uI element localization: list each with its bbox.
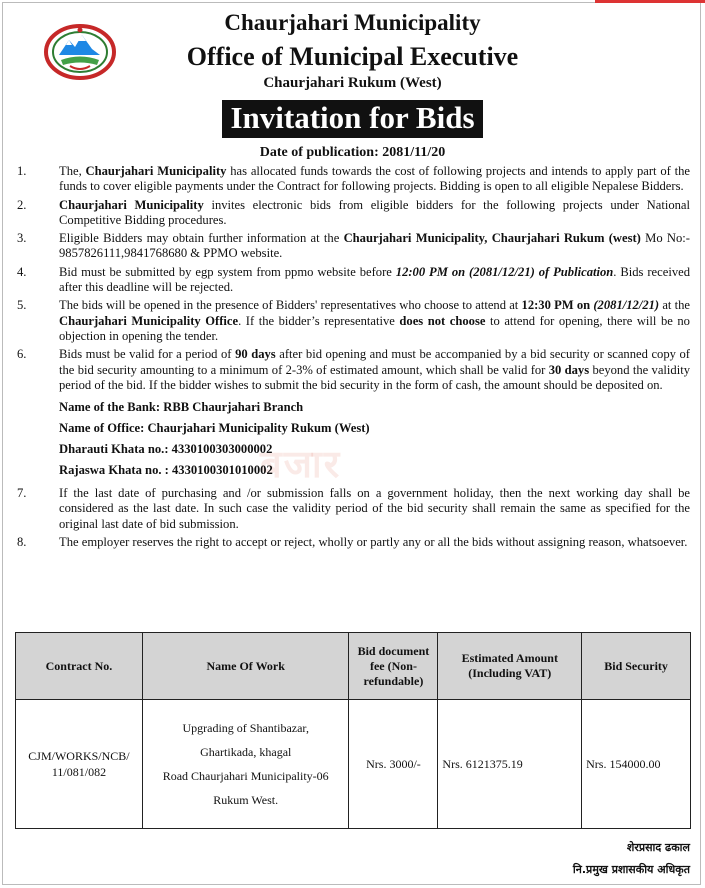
- item-bold-text: 90 days: [235, 347, 276, 362]
- bid-table: [15, 632, 691, 829]
- bank-name: Name of the Bank: RBB Chaurjahari Branch: [59, 400, 304, 415]
- item-bold-text: does not choose: [399, 313, 486, 328]
- office-name: Office of Municipal Executive: [186, 42, 519, 71]
- cell-contract-no: CJM/WORKS/NCB/ 11/081/082: [16, 700, 143, 829]
- item-number: 7.: [17, 486, 27, 501]
- item-text: has allocated funds towards the cost of following projects and intends to apply part of the funds to cover eligible payments under the Contract for following projects. Bidding is open to all eligible Nepalese Bidders.: [59, 164, 690, 194]
- item-number: 1.: [17, 164, 27, 178]
- cell-name-of-work: [142, 700, 349, 829]
- work-line: Upgrading of Shantibazar,: [182, 721, 309, 735]
- list-item: [0, 486, 705, 532]
- cell-bid-security: Nrs. 154000.00: [582, 700, 691, 829]
- banner-wrap: [0, 100, 705, 138]
- list-item: [0, 347, 705, 393]
- invitation-banner: Invitation for Bids: [222, 100, 482, 138]
- office-location: Chaurjahari Rukum (West): [263, 75, 442, 91]
- item-text: after bid opening and must be accompanied by a bid security or scanned copy of the bid security amounting to a minimum of 2-3% of estimated amount, which shall be valid for: [59, 347, 690, 377]
- item-text: invites electronic bids from eligible bidders for the following projects under National Competitive Bidding procedures.: [59, 197, 690, 227]
- work-line: Rukum West.: [213, 793, 279, 807]
- item-text: . Bids received after this deadline will be rejected.: [59, 264, 690, 295]
- item-bold-text: Chaurjahari Municipality: [85, 164, 227, 178]
- item-number: 2.: [17, 197, 27, 212]
- item-bold-text: 12:30 PM on: [521, 298, 594, 313]
- item-text: Bid must be submitted by egp system from ppmo website before: [59, 264, 396, 279]
- item-text: The,: [59, 164, 86, 178]
- item-number: 8.: [17, 535, 27, 550]
- item-text: . If the bidder’s representative: [238, 313, 400, 328]
- item-text: Eligible Bidders may obtain further information at the: [59, 231, 344, 246]
- th-contract-no: Contract No.: [16, 633, 143, 700]
- item-number: 3.: [17, 231, 27, 246]
- item-bold-text: Chaurjahari Municipality, Chaurjahari Rukum (west): [343, 231, 641, 246]
- table-header-row: [16, 633, 691, 700]
- item-text: The employer reserves the right to accept or reject, wholly or partly any or all the bids without assigning reason, whatsoever.: [59, 535, 688, 550]
- notice-items: [0, 164, 705, 553]
- item-text: to attend for opening, there will be no objection in opening the tender.: [59, 313, 690, 343]
- list-item: [0, 265, 705, 296]
- corner-mark: [595, 0, 705, 3]
- work-line: Road Chaurjahari Municipality-06: [162, 769, 329, 783]
- item-text: at the: [659, 298, 690, 313]
- dharauti-account: Dharauti Khata no.: 4330100303000002: [59, 442, 273, 457]
- list-item: [0, 164, 705, 195]
- cell-estimated-amount: Nrs. 6121375.19: [438, 700, 582, 829]
- th-estimated-amount: Estimated Amount (Including VAT): [438, 633, 582, 700]
- item-text: If the last date of purchasing and /or submission falls on a government holiday, then the next working day shall be considered as the last date. In such case the validity period of the bid security shall remain the same as specified for the original last date of bid submission.: [59, 486, 690, 531]
- item-number: 6.: [17, 347, 27, 362]
- items-main: [0, 164, 705, 393]
- item-bold-text: Chaurjahari Municipality: [59, 197, 204, 212]
- list-item: [0, 198, 705, 229]
- watermark: बजार: [260, 442, 342, 486]
- table-row: [16, 700, 691, 829]
- list-item: [0, 298, 705, 344]
- item-text: beyond the validity period of the bid. If the bidder wishes to submit the bid security in the form of cash, the amount should be deposited on.: [59, 362, 691, 392]
- th-bid-security: Bid Security: [582, 633, 691, 700]
- office-account-name: Name of Office: Chaurjahari Municipality Rukum (West): [59, 421, 370, 436]
- item-number: 5.: [17, 298, 27, 313]
- item-text: Mo No:- 9857826111,9841768680 & PPMO website.: [59, 231, 690, 261]
- item-text: Bids must be valid for a period of: [59, 347, 236, 362]
- item-number: 4.: [17, 264, 27, 279]
- list-item: [0, 231, 705, 262]
- item-text: The bids will be opened in the presence of Bidders' representatives who choose to attend at: [59, 298, 522, 313]
- cell-bid-fee: Nrs. 3000/-: [349, 700, 438, 829]
- municipality-name: Chaurjahari Municipality: [224, 10, 481, 35]
- item-bold-text: Chaurjahari Municipality Office: [59, 313, 239, 328]
- signatory-title: नि.प्रमुख प्रशासकीय अधिकृत: [572, 863, 690, 876]
- list-item: [0, 535, 705, 550]
- item-bold-text: 30 days: [548, 362, 590, 377]
- work-line: Ghartikada, khagal: [200, 745, 292, 759]
- signatory-name: शेरप्रसाद ढकाल: [626, 841, 690, 854]
- publication-date: Date of publication: 2081/11/20: [259, 145, 446, 160]
- th-bid-fee: Bid document fee (Non-refundable): [349, 633, 438, 700]
- items-after: [0, 486, 705, 550]
- item-bold-italic-text: 12:00 PM on (2081/12/21) of Publication: [395, 264, 614, 279]
- item-bold-italic-text: (2081/12/21): [593, 298, 660, 313]
- bank-details: [0, 400, 705, 478]
- th-name-of-work: Name Of Work: [142, 633, 349, 700]
- rajaswa-account: Rajaswa Khata no. : 4330100301010002: [59, 463, 273, 478]
